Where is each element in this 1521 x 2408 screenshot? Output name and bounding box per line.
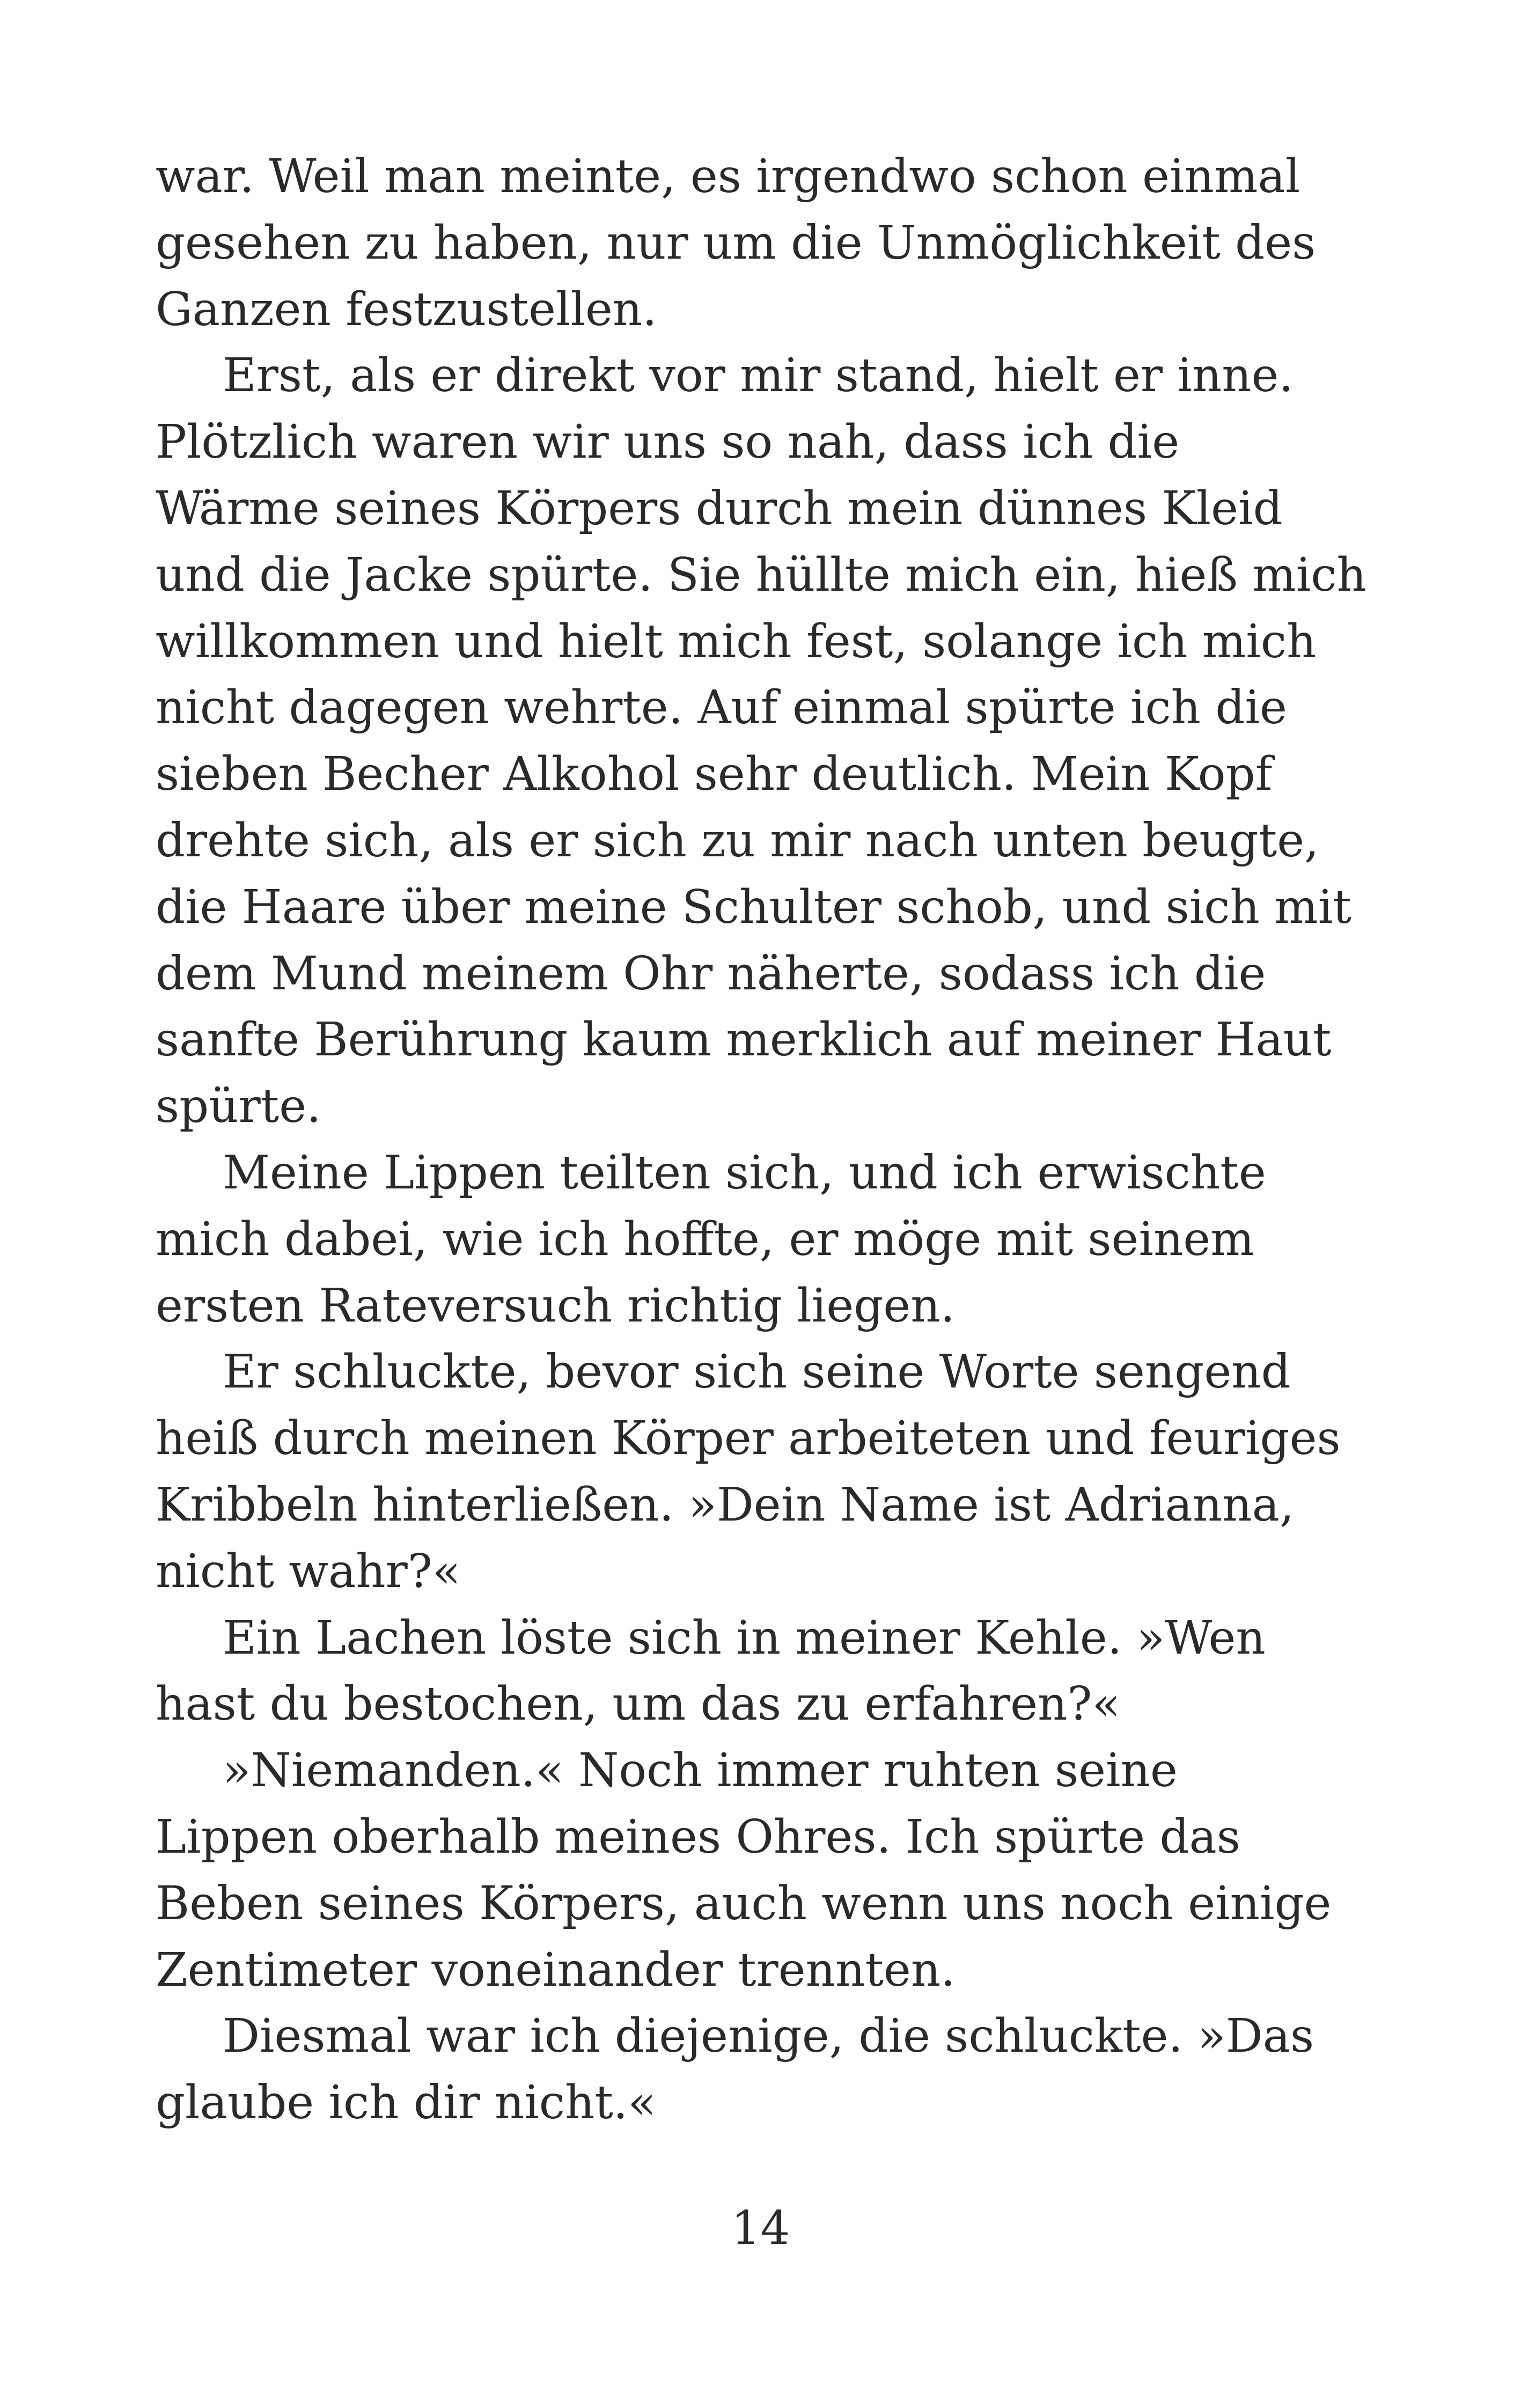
text-line: Er schluckte, bevor sich seine Worte sengend bbox=[223, 1345, 1291, 1399]
text-line: die Haare über meine Schulter schob, und sich mit bbox=[156, 880, 1351, 934]
text-line: gesehen zu haben, nur um die Unmöglichkeit des bbox=[156, 216, 1316, 270]
text-line: heiß durch meinen Körper arbeiteten und feuriges bbox=[156, 1412, 1341, 1466]
body-text bbox=[156, 144, 1366, 2137]
text-line: Kribbeln hinterließen. »Dein Name ist Adrianna, bbox=[156, 1478, 1295, 1532]
paragraph bbox=[156, 1738, 1332, 2003]
paragraph bbox=[156, 1140, 1266, 1339]
text-line: Meine Lippen teilten sich, und ich erwischte bbox=[223, 1146, 1266, 1200]
text-line: Zentimeter voneinander trennten. bbox=[156, 1943, 956, 1997]
text-line: spürte. bbox=[156, 1080, 321, 1134]
text-line: willkommen und hielt mich fest, solange ich mich bbox=[156, 614, 1317, 669]
paragraph bbox=[156, 2003, 1314, 2137]
text-line: »Niemanden.« Noch immer ruhten seine bbox=[223, 1744, 1178, 1798]
paragraph bbox=[156, 1339, 1341, 1605]
text-line: nicht wahr?« bbox=[156, 1544, 461, 1598]
text-line: mich dabei, wie ich hoffte, er möge mit seinem bbox=[156, 1212, 1254, 1266]
text-line: Erst, als er direkt vor mir stand, hielt er inne. bbox=[223, 349, 1294, 403]
text-line: Plötzlich waren wir uns so nah, dass ich die bbox=[156, 415, 1180, 469]
text-line: drehte sich, als er sich zu mir nach unten beugte, bbox=[156, 813, 1319, 868]
paragraph bbox=[156, 343, 1366, 1140]
text-line: sanfte Berührung kaum merklich auf meiner Haut bbox=[156, 1013, 1332, 1067]
text-line: ersten Rateversuch richtig liegen. bbox=[156, 1279, 955, 1333]
text-line: Lippen oberhalb meines Ohres. Ich spürte das bbox=[156, 1810, 1240, 1864]
text-line: Beben seines Körpers, auch wenn uns noch einige bbox=[156, 1876, 1332, 1930]
text-line: dem Mund meinem Ohr näherte, sodass ich die bbox=[156, 946, 1266, 1001]
paragraph bbox=[156, 1605, 1266, 1738]
text-line: glaube ich dir nicht.« bbox=[156, 2076, 656, 2130]
text-line: sieben Becher Alkohol sehr deutlich. Mein Kopf bbox=[156, 747, 1273, 802]
paragraph bbox=[156, 144, 1316, 343]
text-line: und die Jacke spürte. Sie hüllte mich ein, hieß mich bbox=[156, 548, 1366, 602]
text-line: war. Weil man meinte, es irgendwo schon einmal bbox=[156, 150, 1300, 203]
text-line: Ganzen festzustellen. bbox=[156, 282, 657, 336]
text-line: Ein Lachen löste sich in meiner Kehle. »Wen bbox=[223, 1611, 1266, 1665]
text-line: Wärme seines Körpers durch mein dünnes Kleid bbox=[156, 481, 1283, 535]
page-number: 14 bbox=[731, 2201, 790, 2255]
text-line: hast du bestochen, um das zu erfahren?« bbox=[156, 1677, 1121, 1731]
text-line: Diesmal war ich diejenige, die schluckte. »Das bbox=[223, 2009, 1314, 2064]
text-line: nicht dagegen wehrte. Auf einmal spürte ich die bbox=[156, 681, 1287, 735]
